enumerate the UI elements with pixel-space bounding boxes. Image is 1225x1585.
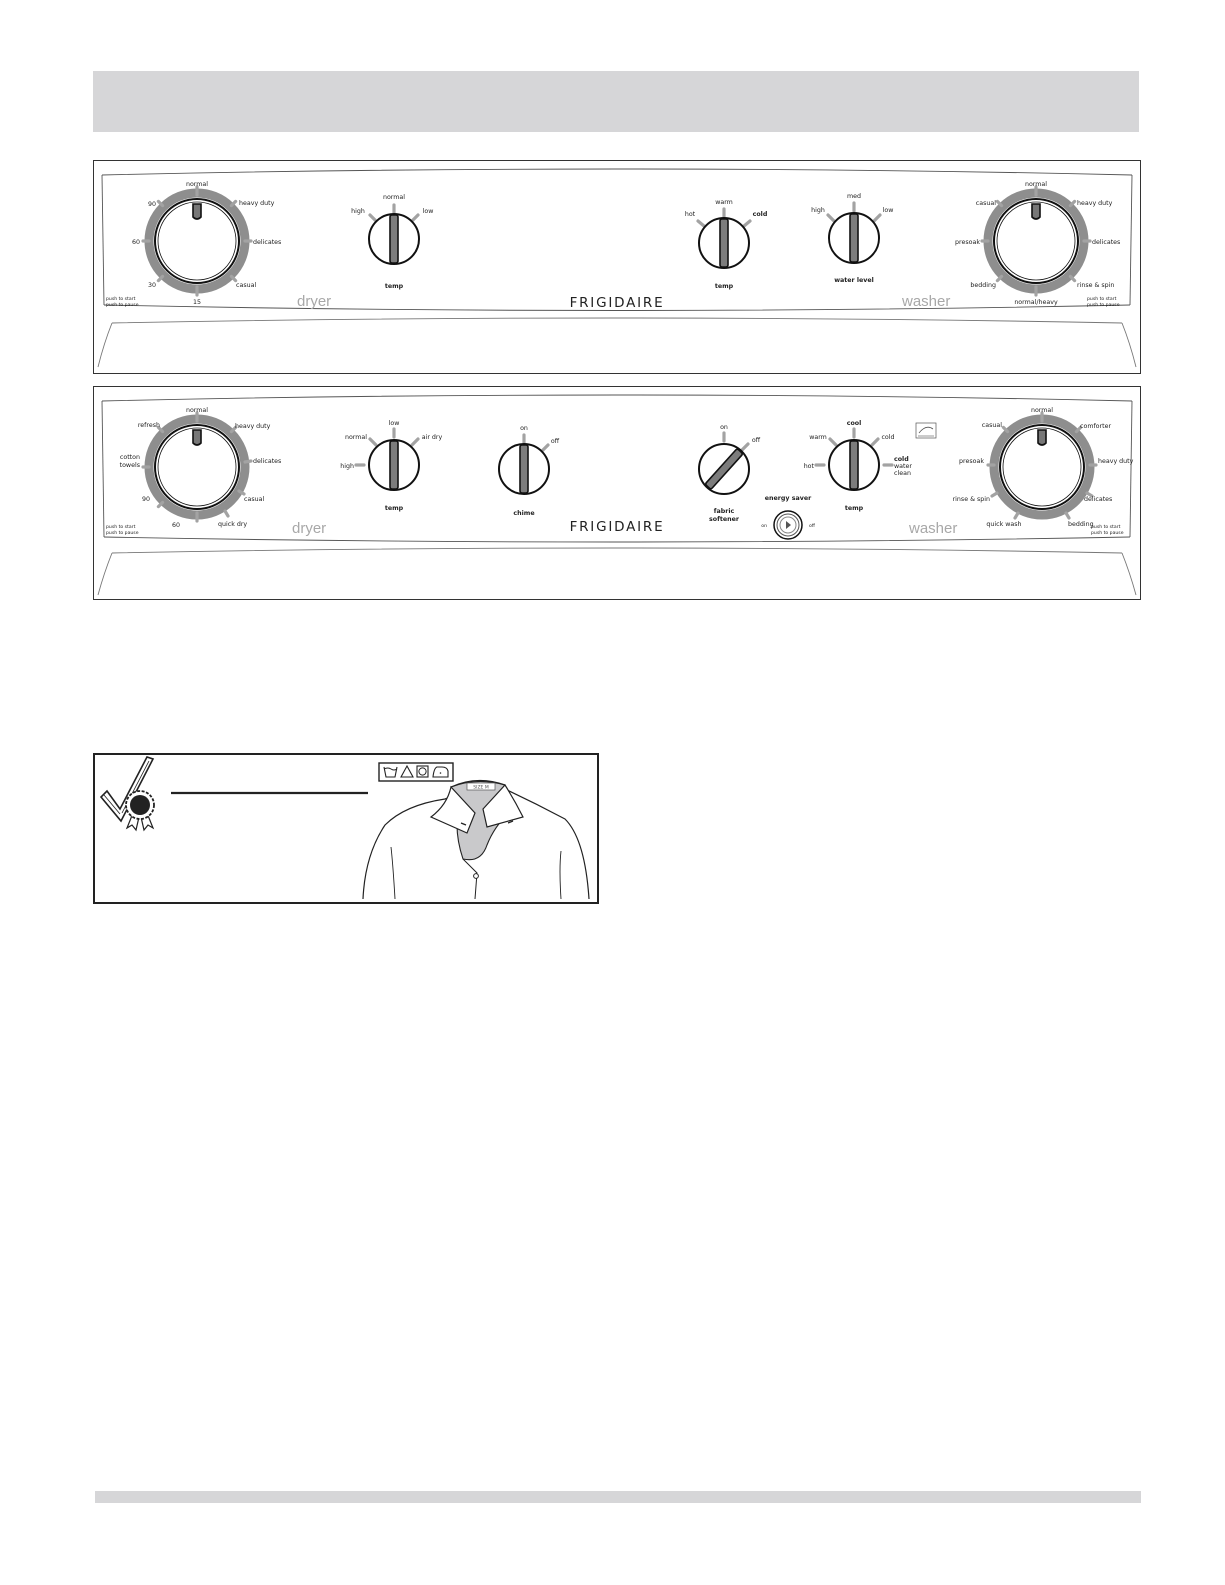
- dryer-cycle-15: 15: [192, 299, 202, 306]
- dryer-push-note-start: push to start: [106, 525, 136, 530]
- dryer-cycle-casual: casual: [244, 496, 265, 503]
- water-level-high: high: [811, 207, 825, 214]
- brand-logo: FRIGIDAIRE: [569, 295, 665, 311]
- washer-cycle-heavy-duty: heavy duty: [1098, 458, 1134, 465]
- dryer-temp-caption: temp: [384, 505, 404, 512]
- dryer-section-label: dryer: [292, 520, 327, 537]
- washer-section-label: washer: [909, 520, 958, 537]
- dryer-cycle-dial[interactable]: [149, 419, 245, 515]
- washer-push-note-pause: push to pause: [1091, 531, 1124, 536]
- dryer-cycle-90: 90: [141, 496, 150, 503]
- dryer-temp-caption: temp: [384, 283, 404, 290]
- care-symbols: [379, 763, 453, 781]
- brand-logo: FRIGIDAIRE: [569, 519, 665, 535]
- dryer-push-note-pause: push to pause: [106, 531, 139, 536]
- washer-temp-cold-water-clean-1: cold: [894, 456, 909, 463]
- washer-section-label: washer: [902, 293, 951, 310]
- dryer-cycle-heavy-duty: heavy duty: [235, 423, 271, 430]
- dryer-temp-normal: normal: [382, 194, 406, 201]
- dryer-cycle-60: 60: [131, 239, 140, 246]
- dryer-temp-high: high: [351, 208, 365, 215]
- energy-star-logo: [916, 423, 936, 438]
- dryer-push-note-start: push to start: [106, 297, 136, 302]
- washer-cycle-bedding: bedding: [970, 282, 996, 289]
- fabric-softener-on: on: [720, 424, 728, 431]
- dryer-temp-air-dry: air dry: [421, 434, 443, 441]
- dryer-cycle-dial[interactable]: [149, 193, 245, 289]
- washer-cycle-delicates: delicates: [1092, 239, 1121, 246]
- chime-off: off: [550, 438, 560, 445]
- energy-saver-caption: energy saver: [764, 495, 812, 502]
- control-panel-2: [93, 386, 1141, 600]
- fabric-softener-knob[interactable]: [699, 444, 749, 494]
- washer-cycle-heavy-duty: heavy duty: [1077, 200, 1113, 207]
- control-panel-1: [93, 160, 1141, 374]
- washer-cycle-rinse-spin: rinse & spin: [1077, 282, 1115, 289]
- washer-temp-caption: temp: [844, 505, 864, 512]
- washer-cycle-comforter: comforter: [1080, 423, 1112, 430]
- fabric-softener-caption-2: softener: [709, 516, 739, 523]
- collar-tag: [467, 783, 495, 791]
- shirt-illustration: [363, 780, 589, 899]
- washer-temp-hot: hot: [684, 211, 696, 218]
- washer-temp-hot: hot: [803, 463, 814, 470]
- energy-saver-off: off: [809, 524, 815, 529]
- washer-push-note-start: push to start: [1087, 297, 1117, 302]
- washer-cycle-presoak: presoak: [955, 239, 980, 246]
- dryer-cycle-delicates: delicates: [253, 239, 282, 246]
- washer-cycle-casual: casual: [975, 200, 996, 207]
- dryer-temp-low: low: [388, 420, 400, 427]
- dryer-temp-high: high: [340, 463, 354, 470]
- dryer-cycle-90: 90: [147, 201, 156, 208]
- energy-saver-button[interactable]: [774, 511, 802, 539]
- dryer-section-label: dryer: [297, 293, 332, 310]
- dryer-cycle-delicates: delicates: [253, 458, 282, 465]
- fabric-softener-off: off: [751, 437, 761, 444]
- dryer-cycle-refresh: refresh: [137, 422, 160, 429]
- energy-saver-on: on: [761, 524, 767, 529]
- header-band: [93, 71, 1139, 132]
- washer-temp-cold: cold: [881, 434, 895, 441]
- washer-temp-warm: warm: [809, 434, 827, 441]
- water-level-low: low: [882, 207, 894, 214]
- washer-push-note-pause: push to pause: [1087, 303, 1120, 308]
- collar-tag-text: SIZE M: [473, 785, 489, 791]
- chime-knob[interactable]: [499, 444, 549, 494]
- washer-temp-cold-water-clean-2: water: [894, 463, 912, 470]
- dryer-cycle-casual: casual: [236, 282, 257, 289]
- washer-push-note-start: push to start: [1091, 525, 1121, 530]
- checkmark-award-icon: [101, 757, 154, 830]
- washer-water-level-knob[interactable]: [829, 213, 879, 263]
- dryer-cycle-quick-dry: quick dry: [218, 521, 248, 528]
- water-level-caption: water level: [834, 277, 874, 284]
- washer-temp-warm: warm: [715, 199, 733, 206]
- washer-temp-caption: temp: [714, 283, 734, 290]
- washer-temp-cool: cool: [846, 420, 862, 427]
- fabric-softener-caption-1: fabric: [713, 508, 735, 515]
- dryer-cycle-cotton: cotton: [119, 454, 140, 461]
- dryer-temp-low: low: [422, 208, 434, 215]
- washer-cycle-normal: normal: [1024, 181, 1048, 188]
- dryer-cycle-60: 60: [171, 522, 181, 529]
- washer-cycle-dial[interactable]: [994, 419, 1090, 515]
- washer-cycle-normal-heavy: normal/heavy: [1014, 299, 1058, 306]
- washer-cycle-bedding: bedding: [1068, 521, 1094, 528]
- dryer-cycle-heavy-duty: heavy duty: [239, 200, 275, 207]
- dryer-temp-knob[interactable]: [369, 440, 419, 490]
- washer-cycle-normal: normal: [1030, 407, 1054, 414]
- washer-cycle-casual: casual: [981, 422, 1002, 429]
- water-level-med: med: [846, 193, 862, 200]
- dryer-push-note-pause: push to pause: [106, 303, 139, 308]
- washer-cycle-quick-wash: quick wash: [986, 521, 1022, 528]
- dryer-temp-normal: normal: [344, 434, 368, 441]
- dryer-temp-knob[interactable]: [369, 214, 419, 264]
- washer-cycle-dial[interactable]: [988, 193, 1084, 289]
- dryer-cycle-30: 30: [147, 282, 156, 289]
- washer-cycle-rinse-spin: rinse & spin: [952, 496, 990, 503]
- chime-caption: chime: [513, 510, 535, 517]
- dryer-cycle-normal: normal: [185, 407, 209, 414]
- washer-temp-cold-water-clean-3: clean: [894, 470, 911, 477]
- washer-temp-cold: cold: [752, 211, 768, 218]
- washer-water-temp-knob[interactable]: [699, 218, 749, 268]
- washer-cycle-delicates: delicates: [1084, 496, 1113, 503]
- washer-cycle-presoak: presoak: [959, 458, 984, 465]
- washer-temp-knob[interactable]: [829, 440, 879, 490]
- care-tip-box: [93, 753, 599, 904]
- footer-band: [95, 1491, 1141, 1503]
- dryer-cycle-normal: normal: [185, 181, 209, 188]
- chime-on: on: [520, 425, 528, 432]
- dryer-cycle-towels: towels: [119, 462, 140, 469]
